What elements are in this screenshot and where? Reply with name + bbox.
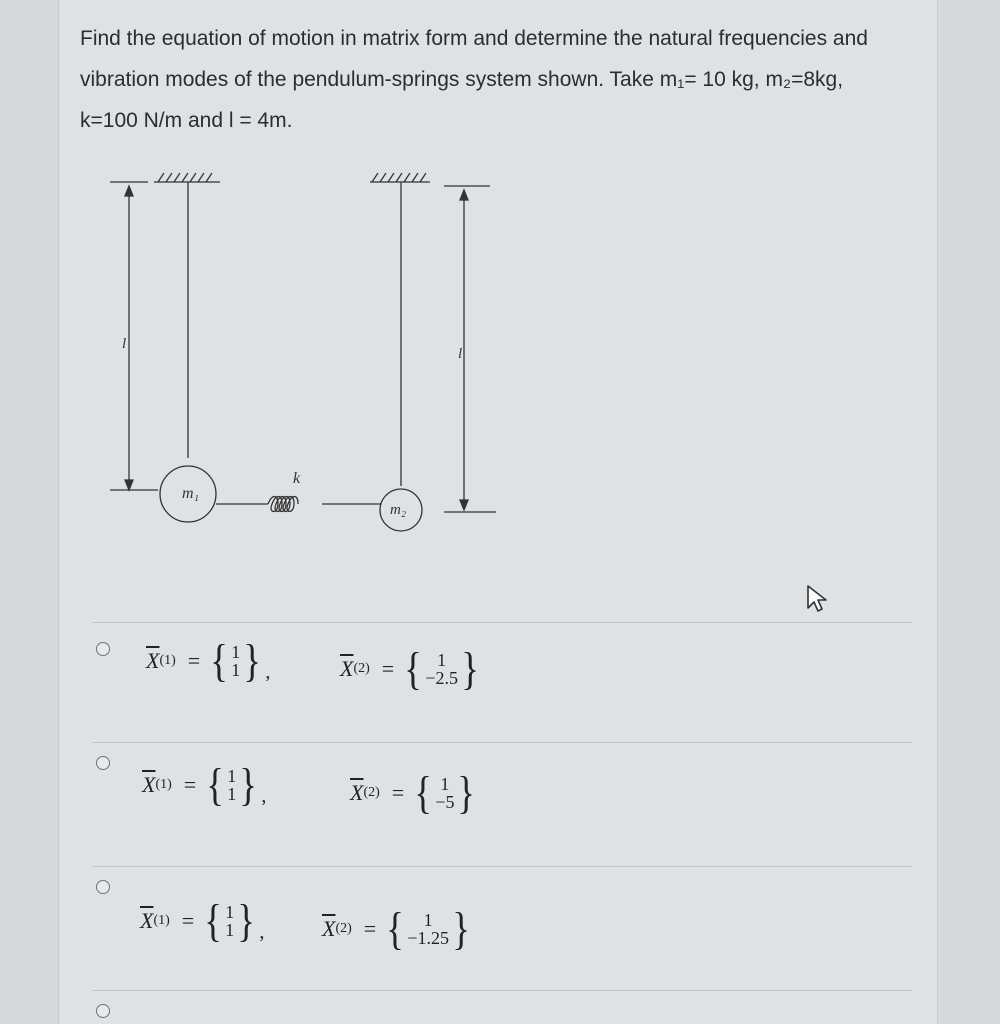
x2-symbol: $\overline{X}$ [340,656,354,681]
mode-1-vector: $\overline{X}$ (1) = { 1 1 } , [142,759,267,810]
mode-2-vector: $\overline{X}$ (2) = { 1 −5 } [350,767,476,818]
x2-top: 1 [437,650,447,670]
spring-coil [268,497,298,512]
radio-option-4[interactable] [96,1004,110,1018]
mode-1-entries [227,767,236,803]
x1-top: 1 [225,902,235,922]
answer-option-2[interactable] [90,752,910,822]
x1-bottom: 1 [231,660,241,680]
answer-option-4[interactable] [90,998,910,1024]
right-ceiling-hatch [372,173,426,182]
x2-superscript: (2) [353,661,370,676]
x1-top: 1 [227,766,237,786]
x2-top: 1 [423,910,433,930]
x2-symbol: $\overline{X}$ [322,916,336,941]
divider [92,742,912,743]
question-line-2: vibration modes of the pendulum-springs system shown. Take m₁= 10 kg, m₂=8kg, [80,68,844,91]
equals-sign: = [181,908,195,933]
right-length-label: l [458,346,463,362]
mode-2-vector: $\overline{X}$ (2) = { 1 −2.5 } [340,643,479,694]
equals-sign: = [363,916,377,941]
radio-option-1[interactable] [96,642,110,656]
x1-symbol: $\overline{X}$ [142,772,156,797]
mode-2-entries [425,651,458,687]
x1-superscript: (1) [155,777,172,792]
x2-superscript: (2) [363,785,380,800]
mouse-pointer-icon [804,584,830,614]
question-line-3: k=100 N/m and l = 4m. [80,109,293,132]
radio-option-2[interactable] [96,756,110,770]
x2-superscript: (2) [335,921,352,936]
divider [92,866,912,867]
mass-2-label: m₂ [390,502,407,518]
question-text [80,18,920,141]
divider [92,622,912,623]
spring-label: k [293,470,301,487]
question-line-1: Find the equation of motion in matrix form and determine the natural frequencies and [80,27,868,50]
mode-2-vector: $\overline{X}$ (2) = { 1 −1.25 } [322,903,470,954]
mode-2-entries [407,911,449,947]
mode-1-vector: $\overline{X}$ (1) = { 1 1 } , [140,895,265,946]
answer-option-1[interactable] [90,636,910,706]
equals-sign: = [381,656,395,681]
x2-bottom: −5 [435,792,455,812]
equals-sign: = [391,780,405,805]
left-length-label: l [122,336,127,352]
left-ceiling-hatch [158,173,212,182]
x2-bottom: −2.5 [425,668,458,688]
mode-1-entries [225,903,234,939]
equals-sign: = [187,648,201,673]
x2-bottom: −1.25 [407,928,449,948]
x1-symbol: $\overline{X}$ [146,648,160,673]
divider [92,990,912,991]
x1-superscript: (1) [153,913,170,928]
mode-1-entries [231,643,240,679]
x1-symbol: $\overline{X}$ [140,908,154,933]
x1-bottom: 1 [227,784,237,804]
x2-symbol: $\overline{X}$ [350,780,364,805]
x2-top: 1 [440,774,450,794]
equals-sign: = [183,772,197,797]
x1-superscript: (1) [159,653,176,668]
mass-1-label: m₁ [182,485,200,502]
mode-1-vector: $\overline{X}$ (1) = { 1 1 } , [146,635,271,686]
x1-bottom: 1 [225,920,235,940]
x1-top: 1 [231,642,241,662]
radio-option-3[interactable] [96,880,110,894]
answer-option-3[interactable] [90,878,910,954]
mode-2-entries [435,775,454,811]
pendulum-spring-diagram [100,160,520,540]
